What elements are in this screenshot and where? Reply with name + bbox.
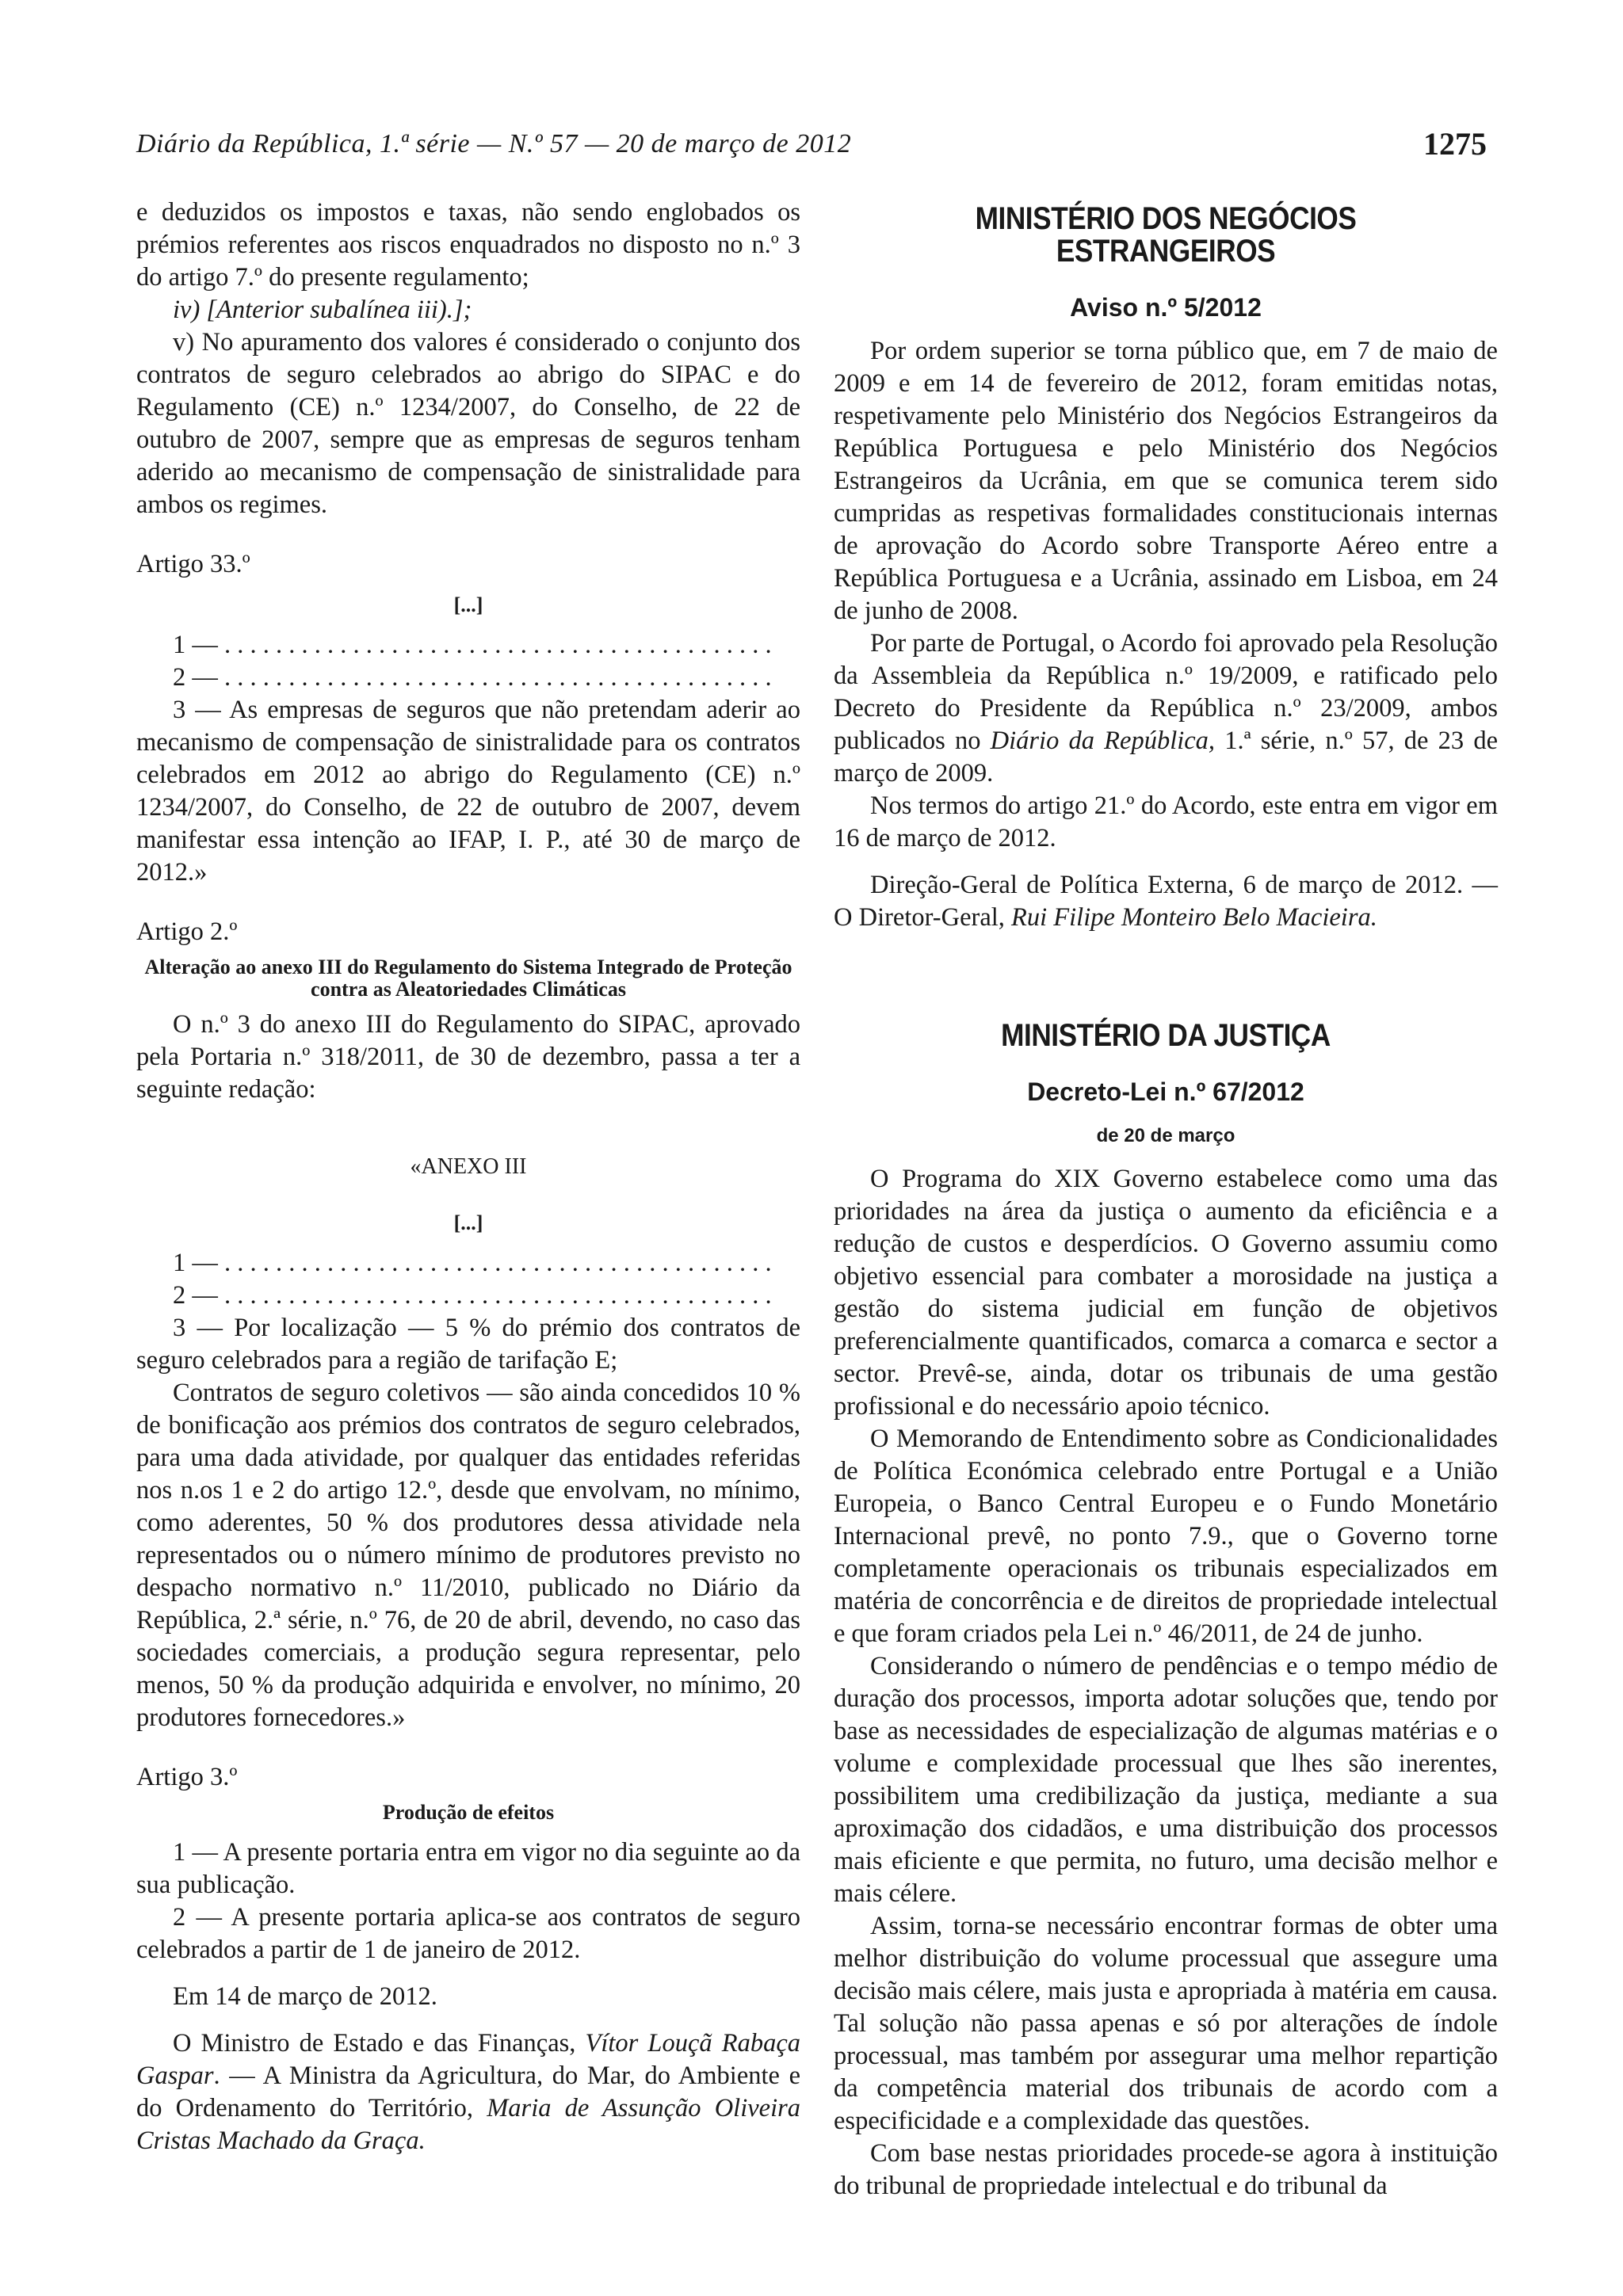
paragraph: O n.º 3 do anexo III do Regulamento do SIPAC, aprovado pela Portaria n.º 318/2011, de 30 de dezembro, passa a ter a seguinte redação:: [136, 1010, 800, 1104]
signature-text: O Ministro de Estado e das Finanças,: [173, 2029, 586, 2058]
signature-paragraph: [136, 2027, 800, 2157]
decree-date: de 20 de março: [1096, 1125, 1235, 1146]
article-heading: Artigo 3.º: [136, 1763, 238, 1791]
annex-heading: «ANEXO III: [410, 1154, 527, 1179]
page-number: 1275: [1423, 126, 1487, 162]
right-column: [834, 196, 1498, 2203]
signature-paragraph: [834, 869, 1498, 934]
paragraph: 3 — As empresas de seguros que não pretendam aderir ao mecanismo de compensação de sinistralidade para os contratos celebrados em 2012 ao abrigo do Regulamento (CE) n.º 1234/2007, do Conselho, de 22 de outubro de 2007, devem manifestar essa intenção ao IFAP, I. P., até 30 de março de 2012.»: [136, 696, 800, 887]
dotted-line: 1 — . . . . . . . . . . . . . . . . . . . . . . . . . . . . . . . . . . . . . . . . . . .: [173, 1249, 772, 1277]
paragraph: Assim, torna-se necessário encontrar formas de obter uma melhor distribuição do volume processual que assegure uma decisão mais célere, mais justa e apropriada à matéria em causa. Tal solução não passa apenas e só por alterações de índole processual, mas também por assegurar uma melhor repartição da competência material dos tribunais de acordo com a especificidade e a complexidade das questões.: [834, 1912, 1498, 2135]
paragraph: e deduzidos os impostos e taxas, não sendo englobados os prémios referentes aos riscos enquadrados no disposto no n.º 3 do artigo 7.º do presente regulamento;: [136, 198, 800, 292]
ministry-heading: MINISTÉRIO DA JUSTIÇA: [1001, 1018, 1331, 1053]
spacer: [834, 934, 1498, 1013]
paragraph-text: 1.ª série, n.º 57, de 23 de março de 2009.: [834, 727, 1498, 788]
ministry-heading: MINISTÉRIO DOS NEGÓCIOS ESTRANGEIROS: [975, 201, 1357, 269]
article-heading: Artigo 2.º: [136, 917, 238, 946]
publication-name: Diário da República,: [990, 727, 1216, 755]
paragraph: 1 — A presente portaria entra em vigor no dia seguinte ao da sua publicação.: [136, 1838, 800, 1899]
running-header: Diário da República, 1.ª série — N.º 57 — 20 de março de 2012: [136, 129, 852, 158]
signatory-name: Rui Filipe Monteiro Belo Macieira.: [1011, 903, 1377, 932]
paragraph: Com base nestas prioridades procede-se agora à instituição do tribunal de propriedade intelectual e do tribunal da: [834, 2139, 1498, 2200]
signature-text: . — A Ministra da Agricultura, do Mar, do Ambiente e do Ordenamento do Território,: [136, 2061, 800, 2122]
dotted-line: 1 — . . . . . . . . . . . . . . . . . . . . . . . . . . . . . . . . . . . . . . . . . . .: [173, 631, 772, 659]
paragraph: Nos termos do artigo 21.º do Acordo, este entra em vigor em 16 de março de 2012.: [834, 791, 1498, 852]
paragraph: Em 14 de março de 2012.: [173, 1982, 437, 2011]
paragraph: Considerando o número de pendências e o tempo médio de duração dos processos, importa adotar soluções que, tendo por base as necessidades de especialização de algumas matérias e o volume e complexidade processual que lhes são inerentes, possibilitem uma credibilização da justiça, mediante a sua aproximação dos cidadãos, e uma distribuição dos processos mais eficiente e que permita, no futuro, uma decisão melhor e mais célere.: [834, 1652, 1498, 1908]
dotted-line: 2 — . . . . . . . . . . . . . . . . . . . . . . . . . . . . . . . . . . . . . . . . . . .: [173, 1281, 772, 1310]
paragraph: 3 — Por localização — 5 % do prémio dos contratos de seguro celebrados para a região de tarifação E;: [136, 1314, 800, 1375]
article-heading: Artigo 33.º: [136, 550, 250, 578]
paragraph: v) No apuramento dos valores é considerado o conjunto dos contratos de seguro celebrados ao abrigo do SIPAC e do Regulamento (CE) n.º 1234/2007, do Conselho, de 22 de outubro de 2007, sempre que as empresas de seguros tenham aderido ao mecanismo de compensação de sinistralidade para ambos os regimes.: [136, 328, 800, 519]
ellipsis-marker: [...]: [453, 1211, 483, 1234]
paragraph: O Programa do XIX Governo estabelece como uma das prioridades na área da justiça o aumento da eficiência e a redução de custos e desperdícios. O Governo assumiu como objetivo essencial para combater a morosidade na justiça a gestão do sistema judicial em função de objetivos preferencialmente quantificados, comarca a comarca e sector a sector. Prevê-se, ainda, dotar os tribunais de uma gestão profissional e do necessário apoio técnico.: [834, 1165, 1498, 1421]
paragraph: iv) [Anterior subalínea iii).];: [173, 296, 472, 324]
paragraph: O Memorando de Entendimento sobre as Condicionalidades de Política Económica celebrado entre Portugal e a União Europeia, o Banco Central Europeu e o Fundo Monetário Internacional prevê, no ponto 7.9., que o Governo torne completamente operacionais os tribunais especializados em matéria de concorrência e de direitos de propriedade intelectual e que foram criados pela Lei n.º 46/2011, de 24 de junho.: [834, 1425, 1498, 1648]
ellipsis-marker: [...]: [453, 593, 483, 616]
article-subtitle: Alteração ao anexo III do Regulamento do Sistema Integrado de Proteção contra as Aleatoriedades Climáticas: [144, 955, 792, 1001]
article-subtitle: Produção de efeitos: [382, 1801, 555, 1824]
signatory-name: Maria de Assunção Oliveira Cristas Machado da Graça.: [136, 2094, 801, 2155]
paragraph: Contratos de seguro coletivos — são ainda concedidos 10 % de bonificação aos prémios dos contratos de seguro celebrados, para uma dada atividade, por qualquer das entidades referidas nos n.os 1 e 2 do artigo 12.º, desde que envolvam, no mínimo, como aderentes, 50 % dos produtores dessa atividade nela representados ou o número mínimo de produtores previsto no despacho normativo n.º 11/2010, publicado no Diário da República, 2.ª série, n.º 76, de 20 de abril, devendo, no caso das sociedades comerciais, a produção segura representar, pelo menos, 50 % da produção adquirida e envolver, no mínimo, 20 produtores fornecedores.»: [136, 1379, 800, 1732]
notice-title: Aviso n.º 5/2012: [1070, 293, 1262, 322]
signature-text: Direção-Geral de Política Externa, 6 de março de 2012. — O Diretor-Geral,: [834, 871, 1498, 932]
paragraph: Por ordem superior se torna público que, em 7 de maio de 2009 e em 14 de fevereiro de 2012, foram emitidas notas, respetivamente pelo Ministério dos Negócios Estrangeiros da República Portuguesa e pelo Ministério dos Negócios Estrangeiros da Ucrânia, em que se comunica terem sido cumpridas as respetivas formalidades constitucionais internas de aprovação do Acordo sobre Transporte Aéreo entre a República Portuguesa e a Ucrânia, assinado em Lisboa, em 24 de junho de 2008.: [834, 337, 1498, 625]
paragraph-text: Por parte de Portugal, o Acordo foi aprovado pela Resolução da Assembleia da República n.º 19/2009, e ratificado pelo Decreto do Presidente da República n.º 23/2009, ambos publicados no: [834, 629, 1498, 755]
decree-title: Decreto-Lei n.º 67/2012: [1027, 1077, 1304, 1106]
paragraph: 2 — A presente portaria aplica-se aos contratos de seguro celebrados a partir de 1 de janeiro de 2012.: [136, 1903, 800, 1964]
left-column: [136, 196, 800, 2157]
paragraph: [834, 627, 1498, 790]
dotted-line: 2 — . . . . . . . . . . . . . . . . . . . . . . . . . . . . . . . . . . . . . . . . . . .: [173, 663, 772, 692]
signatory-name: Vítor Louçã Rabaça Gaspar: [136, 2029, 800, 2090]
